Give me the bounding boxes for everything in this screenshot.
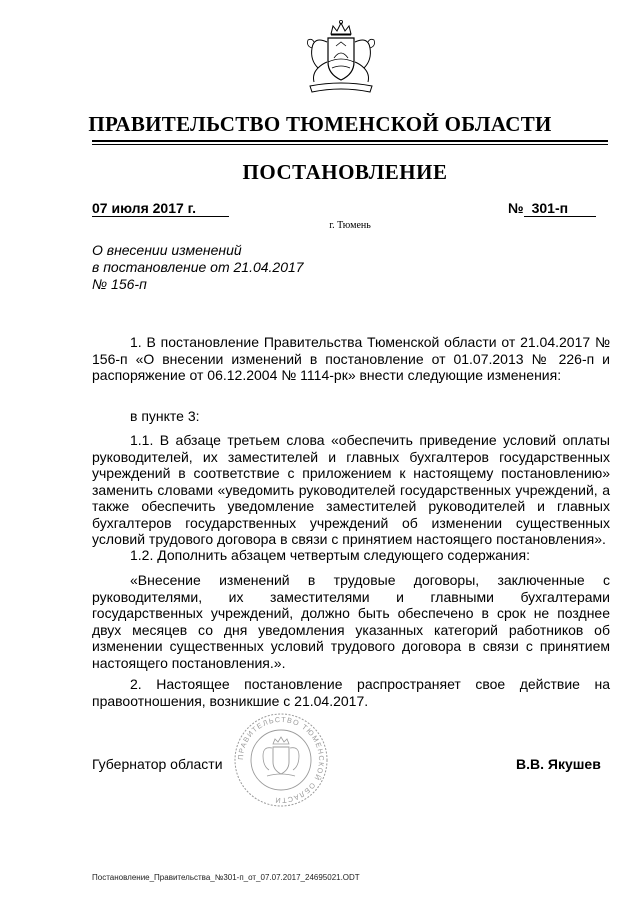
date-underline	[92, 216, 229, 217]
footer-filename: Постановление_Правительства_№301-п_от_07.07.2017_24695021.ODT	[92, 873, 360, 882]
header-divider	[92, 140, 608, 145]
paragraph-1-1: 1.1. В абзаце третьем слова «обеспечить приведение условий оплаты руководителей, их заместителей и главных бухгалтеров государственных учреждений в соответствие с приложением к настоящему постановлению» заменить словами «уведомить руководителей государственных учреждений, а также обеспечить уведомление заместителей руководителей и главных бухгалтеров государственных учреждений об изменении существенных условий трудового договора в связи с принятием настоящего постановления».	[92, 432, 610, 547]
subject-line: № 156-п	[92, 276, 147, 292]
paragraph-2: 2. Настоящее постановление распространяет свое действие на правоотношения, возникшие с 21.04.2017.	[92, 676, 610, 709]
tyumen-coat-of-arms-icon	[300, 18, 382, 96]
subject-line: в постановление от 21.04.2017	[92, 259, 304, 275]
org-title: ПРАВИТЕЛЬСТВО ТЮМЕНСКОЙ ОБЛАСТИ	[88, 112, 552, 136]
subject-line: О внесении изменений	[92, 242, 242, 258]
paragraph-point-3: в пункте 3:	[130, 408, 200, 424]
document-date: 07 июля 2017 г.	[92, 200, 196, 216]
document-type: ПОСТАНОВЛЕНИЕ	[242, 160, 448, 184]
document-number	[508, 200, 568, 216]
paragraph-1: 1. В постановление Правительства Тюменской области от 21.04.2017 № 156-п «О внесении изменений в постановление от 01.07.2013 № 226-п и распоряжение от 06.12.2004 № 1114-рк» внести следующие изменения:	[92, 334, 610, 383]
signature-title: Губернатор области	[92, 756, 223, 772]
official-seal-icon	[233, 712, 329, 808]
number-label: №	[508, 200, 524, 216]
paragraph-1-2: 1.2. Дополнить абзацем четвертым следующего содержания:	[130, 547, 530, 563]
city: г. Тюмень	[329, 220, 371, 231]
paragraph-1-2-quote: «Внесение изменений в трудовые договоры, заключенные с руководителями, их заместителями и главными бухгалтерами государственных учреждений, должно быть обеспечено в срок не позднее двух месяцев со дня уведомления указанных категорий работников об изменении существенных условий трудового договора в связи с принятием настоящего постановления.».	[92, 572, 610, 671]
svg-text:ПРАВИТЕЛЬСТВО ТЮМЕНСКОЙ ОБЛАСТ	[236, 715, 326, 805]
number-underline	[524, 216, 596, 217]
document-subject	[92, 242, 352, 293]
seal-text: ПРАВИТЕЛЬСТВО ТЮМЕНСКОЙ ОБЛАСТИ	[235, 714, 327, 806]
number-value: 301-п	[531, 200, 569, 216]
signature-name: В.В. Якушев	[516, 756, 601, 772]
